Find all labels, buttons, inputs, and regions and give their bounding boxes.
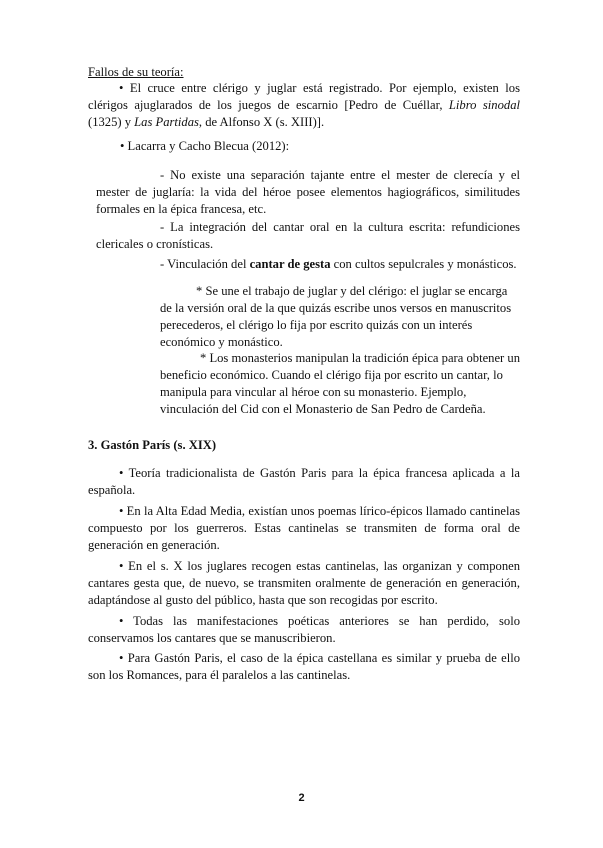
section-3-paragraph-3: • En el s. X los juglares recogen estas cantinelas, las organizan y componen cantares gesta que, de nuevo, se transmiten oralmente de generación en generación, adaptándose al gusto del público, hasta que son recogidas por escrito. [88,559,520,607]
fallos-paragraph-7: * Los monasterios manipulan la tradición épica para obtener un beneficio económico. Cuando el clérigo fija por escrito un cantar, lo manipula para vincular al héroe con su monasterio. Ejemplo, vinculación del Cid con el Monasterio de San Pedro de Cardeña. [160,351,520,416]
fallos-p1-text-c: , de Alfonso X (s. XIII)]. [198,115,325,129]
section-3-paragraph-5: • Para Gastón Paris, el caso de la épica castellana es similar y prueba de ello son los Romances, para él paralelos a las cantinelas. [88,651,520,682]
fallos-heading: Fallos de su teoría: [88,65,184,79]
fallos-p1-text-a: • El cruce entre clérigo y juglar está registrado. Por ejemplo, existen los clérigos ajuglarados de los juegos de escarnio [Pedro de Cuéllar, [88,81,520,112]
fallos-p1-text-b: (1325) y [88,115,135,129]
page-number: 2 [298,792,305,804]
section-3-paragraph-4: • Todas las manifestaciones poéticas anteriores se han perdido, solo conservamos los cantares que se manuscribieron. [88,614,520,645]
fallos-p5-bold: cantar de gesta [249,257,331,271]
fallos-paragraph-1 [88,80,520,131]
fallos-paragraph-2: • Lacarra y Cacho Blecua (2012): [120,139,290,153]
section-3-paragraph-2: • En la Alta Edad Media, existían unos poemas lírico-épicos llamado cantinelas compuesto por los guerreros. Estas cantinelas se transmiten de forma oral de generación en generación. [88,504,520,552]
fallos-paragraph-5 [160,256,540,273]
section-3-paragraph-1: • Teoría tradicionalista de Gastón Paris para la épica francesa aplicada a la española. [88,466,520,497]
section-3-heading: 3. Gastón París (s. XIX) [88,438,217,452]
fallos-p5-text-a: - Vinculación del [160,257,250,271]
fallos-paragraph-3: - No existe una separación tajante entre el mester de clerecía y el mester de juglaría: la vida del héroe posee elementos hagiográficos, similitudes formales en la épica francesa, etc. [96,168,520,216]
fallos-p1-italic-1: Libro sinodal [448,98,520,112]
fallos-p5-text-c: con cultos sepulcrales y monásticos. [330,257,517,271]
fallos-p1-italic-2: Las Partidas [134,115,199,129]
fallos-paragraph-4: - La integración del cantar oral en la cultura escrita: refundiciones clericales o cronísticas. [96,220,520,251]
fallos-paragraph-6: * Se une el trabajo de juglar y del clérigo: el juglar se encarga de la versión oral de la que quizás escribe unos versos en manuscritos perecederos, el clérigo lo fija por escrito quizás con un interés económico y monástico. [160,284,512,349]
